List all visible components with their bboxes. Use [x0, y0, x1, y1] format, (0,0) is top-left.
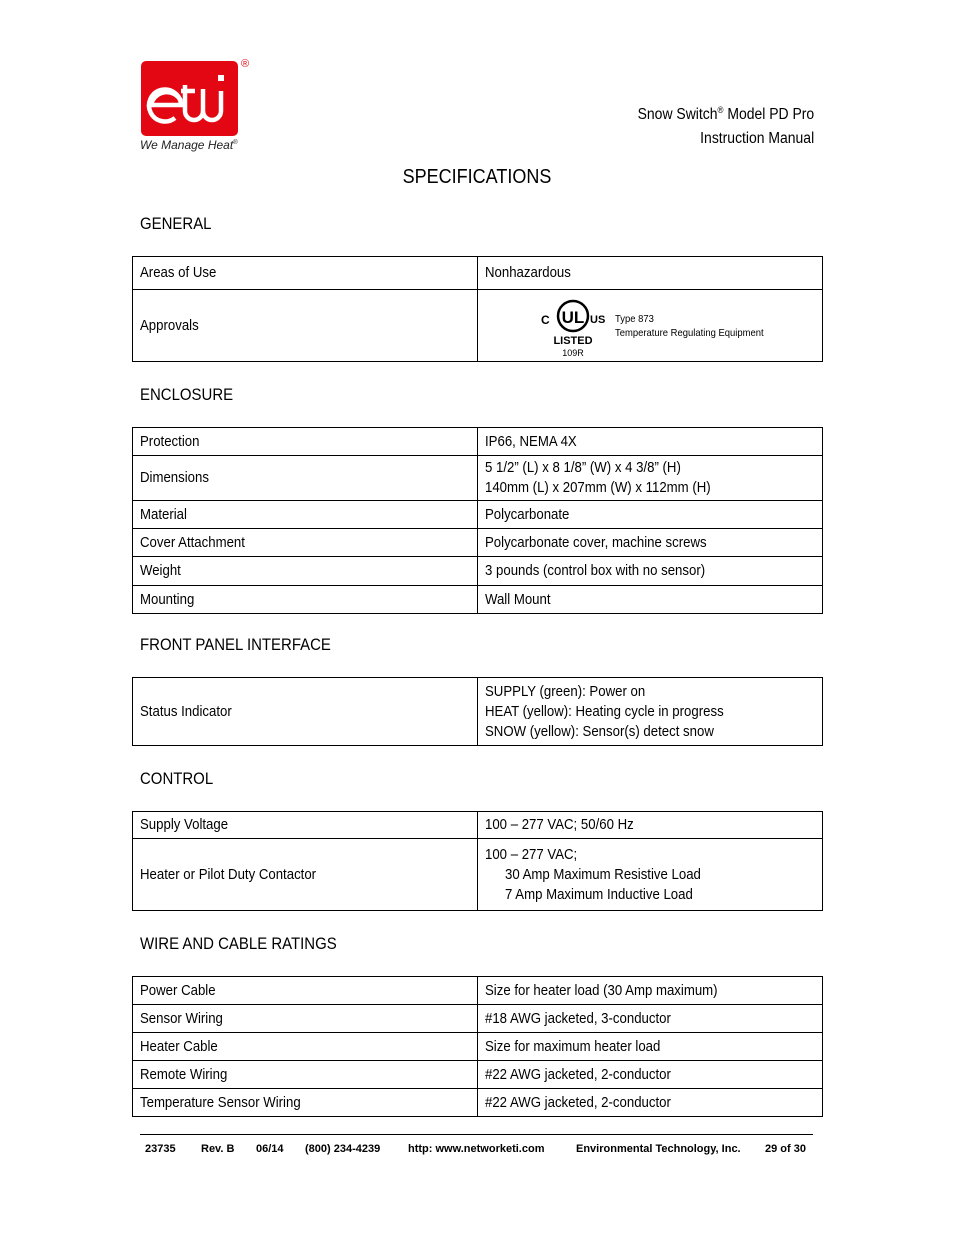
table-row [133, 456, 823, 501]
spec-value: Polycarbonate cover, machine screws [478, 529, 823, 557]
spec-label: Areas of Use [133, 257, 478, 290]
header-manual-line: Instruction Manual [700, 130, 814, 148]
table-row [133, 812, 823, 839]
table-row [133, 977, 823, 1005]
spec-value: Nonhazardous [478, 257, 823, 290]
table-row [133, 1005, 823, 1033]
spec-value: Size for heater load (30 Amp maximum) [478, 977, 823, 1005]
table-row [133, 1089, 823, 1117]
svg-text:C: C [541, 312, 550, 327]
spec-value: 100 – 277 VAC; 30 Amp Maximum Resistive Load 7 Amp Maximum Inductive Load [478, 839, 823, 911]
section-heading-enclosure: ENCLOSURE [140, 385, 234, 404]
spec-label: Material [133, 501, 478, 529]
logo-tagline: We Manage Heat® [140, 138, 238, 152]
page-title: SPECIFICATIONS [402, 166, 552, 188]
control-table [132, 811, 823, 911]
spec-value: 100 – 277 VAC; 50/60 Hz [478, 812, 823, 839]
section-heading-wire: WIRE AND CABLE RATINGS [140, 934, 337, 953]
spec-value: #22 AWG jacketed, 2-conductor [478, 1061, 823, 1089]
spec-value: #18 AWG jacketed, 3-conductor [478, 1005, 823, 1033]
table-row [133, 557, 823, 586]
table-row [133, 678, 823, 746]
ul-listing-mark [485, 294, 815, 358]
spec-value: 3 pounds (control box with no sensor) [478, 557, 823, 586]
spec-value: 5 1/2” (L) x 8 1/8” (W) x 4 3/8” (H) 140mm (L) x 207mm (W) x 112mm (H) [478, 456, 823, 501]
general-table [132, 256, 823, 362]
logo-registered-mark: ® [241, 58, 250, 70]
footer-doc-number: 23735 [145, 1143, 176, 1155]
section-heading-control: CONTROL [140, 769, 214, 788]
spec-value: SUPPLY (green): Power on HEAT (yellow): Heating cycle in progress SNOW (yellow): Sensor(s) detect snow [478, 678, 823, 746]
footer-revision: Rev. B [201, 1143, 235, 1155]
ul-listing-text: Type 873 Temperature Regulating Equipment [615, 312, 764, 339]
spec-label: Heater or Pilot Duty Contactor [133, 839, 478, 911]
spec-value: #22 AWG jacketed, 2-conductor [478, 1089, 823, 1117]
table-row [133, 501, 823, 529]
svg-text:US: US [590, 313, 606, 326]
footer-date: 06/14 [256, 1143, 284, 1155]
spec-label: Protection [133, 428, 478, 456]
table-row [133, 290, 823, 362]
footer-page-number: 29 of 30 [765, 1143, 806, 1155]
svg-text:109R: 109R [562, 347, 584, 358]
table-row [133, 586, 823, 614]
eti-letters-icon [141, 61, 238, 136]
section-heading-front-panel: FRONT PANEL INTERFACE [140, 635, 331, 654]
spec-value: IP66, NEMA 4X [478, 428, 823, 456]
spec-label: Sensor Wiring [133, 1005, 478, 1033]
spec-label: Status Indicator [133, 678, 478, 746]
header-product-line: Snow Switch® Model PD Pro [637, 105, 814, 124]
wire-table [132, 976, 823, 1117]
section-heading-general: GENERAL [140, 214, 212, 233]
svg-text:UL: UL [561, 307, 585, 327]
footer-url: http: www.networketi.com [408, 1143, 545, 1155]
table-row [133, 428, 823, 456]
spec-label: Weight [133, 557, 478, 586]
spec-label: Supply Voltage [133, 812, 478, 839]
spec-value: Size for maximum heater load [478, 1033, 823, 1061]
table-row [133, 257, 823, 290]
eti-logo-mark [141, 61, 238, 136]
spec-value: Polycarbonate [478, 501, 823, 529]
spec-label: Temperature Sensor Wiring [133, 1089, 478, 1117]
table-row [133, 839, 823, 911]
spec-label: Power Cable [133, 977, 478, 1005]
document-header [637, 98, 814, 151]
footer-company: Environmental Technology, Inc. [576, 1143, 741, 1155]
spec-label: Heater Cable [133, 1033, 478, 1061]
spec-label: Cover Attachment [133, 529, 478, 557]
table-row [133, 1033, 823, 1061]
table-row [133, 529, 823, 557]
spec-value [478, 290, 823, 362]
svg-text:LISTED: LISTED [553, 334, 593, 347]
spec-value: Wall Mount [478, 586, 823, 614]
footer-phone: (800) 234-4239 [305, 1143, 381, 1155]
spec-label: Approvals [133, 290, 478, 362]
spec-label: Dimensions [133, 456, 478, 501]
spec-label: Remote Wiring [133, 1061, 478, 1089]
footer-divider [140, 1134, 813, 1135]
enclosure-table [132, 427, 823, 614]
front-panel-table [132, 677, 823, 746]
spec-label: Mounting [133, 586, 478, 614]
ul-listed-icon [537, 294, 609, 358]
eti-logo [140, 58, 255, 158]
table-row [133, 1061, 823, 1089]
